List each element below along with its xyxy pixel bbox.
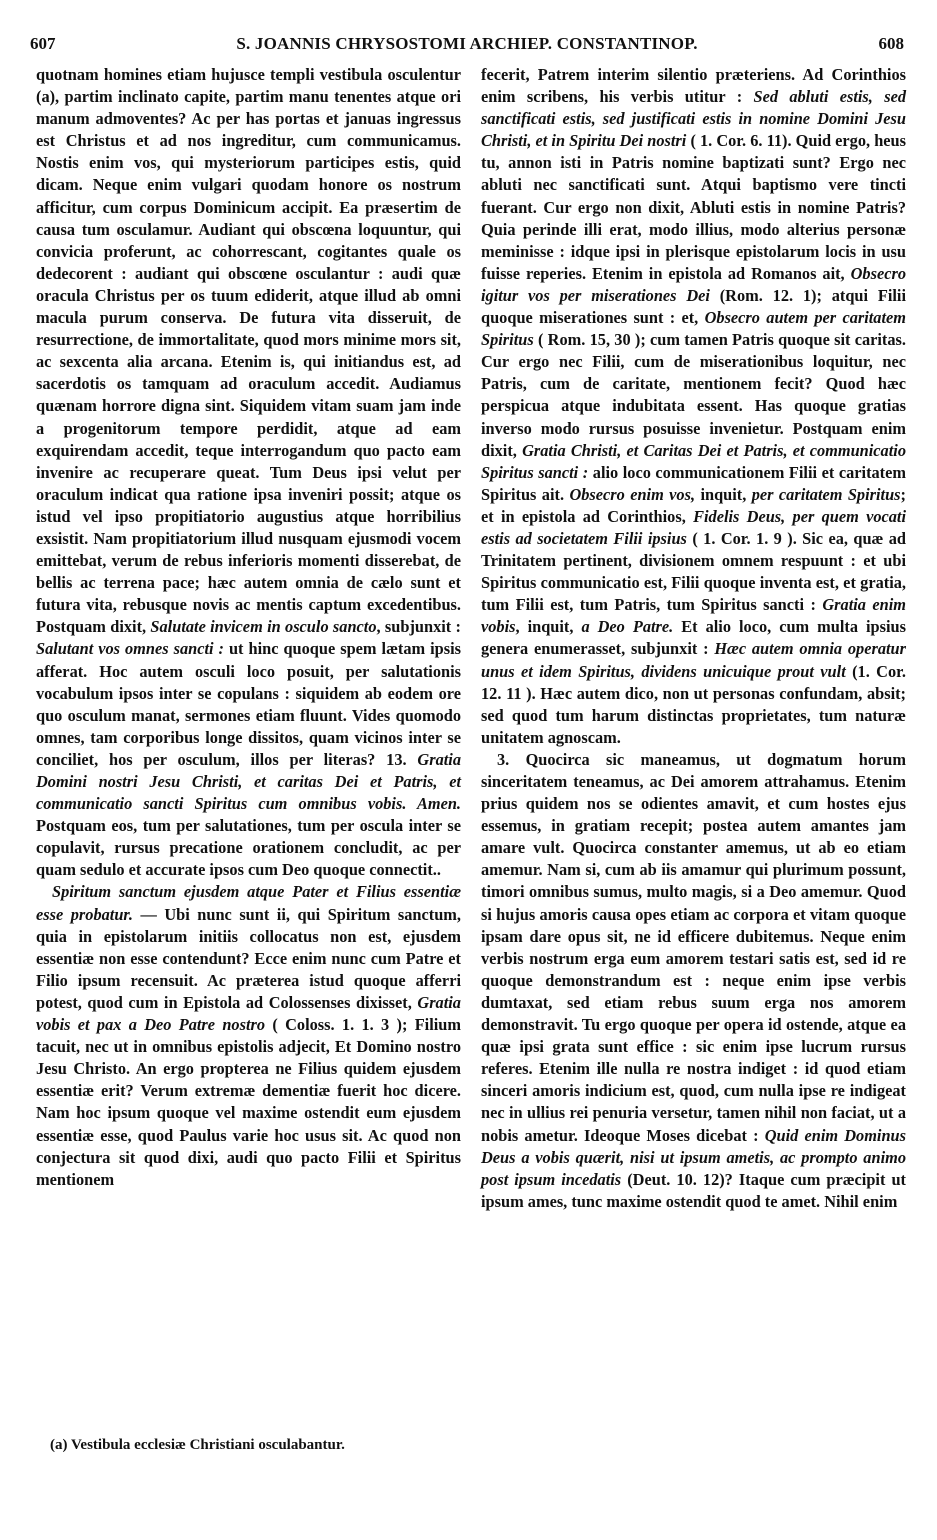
right-column bbox=[481, 64, 906, 1213]
text-run: ( 1. Cor. 1. 9 ). Sic ea, quæ ad Trinitatem pertinent, divisionem omnem respuunt : et ubi Spiritus communicatio est, Filii quoque inventa est, et gratia, tum Filii est, tum Patris, tum Spiritus sancti : bbox=[481, 528, 906, 615]
text-run: — Ubi nunc sunt ii, qui Spiritum sanctum, quia in epistolarum initiis collocatus non est, ejusdem essentiæ non esse contendunt? Ecce enim nunc cum Patre et Filio ipsum recensuit. Ac præterea istud quoque afferri potest, quod cum in Epistola ad Colossenses dixisset, bbox=[36, 904, 461, 1012]
text-run: fecerit, Patrem interim silentio præteriens. Ad Corinthios enim scribens, his verbis utitur : bbox=[481, 65, 906, 107]
italic-run: Gratia vobis et pax a Deo Patre nostro bbox=[36, 992, 461, 1035]
section-heading: Spiritum sanctum ejusdem atque Pater et Filius essentiæ esse probatur. bbox=[36, 882, 461, 924]
text-run: (1. Cor. 12. 11 ). Hæc autem dico, non ut personas confundam, absit; sed quod tum harum distinctas proprietates, tum naturæ unitatem agnoscam. bbox=[481, 661, 906, 747]
italic-run: Sed abluti estis, sed sanctificati estis, sed justificati estis in nomine Domini Jesu Christi, et in Spiritu Dei nostri bbox=[481, 87, 906, 151]
italic-run: Gratia Christi, et Caritas Dei et Patris, et communicatio Spiritus sancti : bbox=[481, 440, 906, 482]
text-run: ( Coloss. 1. 1. 3 ); Filium tacuit, nec ut in omnibus epistolis adjecit, Et Domino nostro Jesu Christo. An ergo propterea ne Filius quidem ejusdem essentiæ erit? Verum extremæ dementiæ fuerit hoc dicere. Nam hoc ipsum quoque vel maxime ostendit eum ejusdem essentiæ esse, quod Paulus varie hoc usus sit. Ac quod non conjectura sit quod dixi, audi quo pacto Filii et Spiritus mentionem bbox=[36, 1015, 461, 1189]
italic-run: Fidelis Deus, per quem vocati estis ad societatem Filii ipsius bbox=[481, 506, 907, 548]
italic-run: Hæc autem omnia operatur unus et idem Spiritus, dividens unicuique prout vult bbox=[481, 639, 906, 681]
italic-run: Obsecro igitur vos per miserationes Dei bbox=[481, 263, 906, 305]
paragraph bbox=[481, 749, 906, 1213]
text-run: , inquit, bbox=[515, 617, 574, 637]
text-run: (Rom. 12. 1); atqui Filii quoque miserationes sunt : et, bbox=[481, 285, 906, 328]
page-number-right: 608 bbox=[878, 34, 904, 53]
text-run: alio loco communicationem Filii et caritatem Spiritus ait. bbox=[481, 462, 906, 504]
paragraph bbox=[481, 64, 906, 749]
italic-run: Salutate invicem in osculo sancto bbox=[150, 617, 377, 637]
running-title: S. JOANNIS CHRYSOSTOMI ARCHIEP. CONSTANTINOP. bbox=[236, 34, 698, 53]
italic-run: Salutant vos omnes sancti : bbox=[36, 639, 224, 659]
text-run: , subjunxit : bbox=[376, 617, 461, 637]
italic-run: Gratia Domini nostri Jesu Christi, et caritas Dei et Patris, et communicatio sancti Spiritus cum omnibus vobis. Amen. bbox=[36, 749, 461, 814]
text-run: Et alio loco, cum multa ipsius genera enumerasset, subjunxit : bbox=[481, 617, 906, 659]
running-header bbox=[30, 34, 904, 60]
text-run: ( Rom. 15, 30 ); cum tamen Patris quoque sit caritas. Cur ergo nec Filii, cum de miserationibus loquitur, nec Patris, cum de caritate, mentionem fecit? Quod hæc perspicua atque indubitata essent. Has quoque gratias inverso modo rursus posuisse invenietur. Postquam enim dixit, bbox=[481, 330, 906, 460]
text-run: Postquam eos, tum per salutationes, tum per oscula inter se copulavit, rursus precatione orationem concludit, ac per quam sedulo et accurate ipsos cum Deo quoque connectit.. bbox=[36, 816, 461, 880]
paragraph bbox=[36, 881, 461, 1190]
text-run: ut hinc quoque spem lætam ipsis afferat. Hoc autem osculi loco posuit, per salutationis vocabulum ipsos inter se copulans : siquidem ab eodem ore quo osculum manat, sermones etiam fluunt. Vides quomodo omnes, tam corporibus longe dissitos, quam vicinos inter se conciliet, hos per osculum, illos per literas? 13. bbox=[36, 639, 461, 769]
text-run: 3. Quocirca sic maneamus, ut dogmatum horum sinceritatem teneamus, ac Dei amorem attrahamus. Etenim prius quidem nos se odientes amavit, et cum hostes ejus essemus, in gratiam recepit; postea autem amantes jam amare vult. Quocirca constanter amemus, ut ab eo etiam amemur. Nam si, cum ab iis amamur qui plurimum possunt, timori omnibus sumus, multo magis, si a Deo amemur. Quod si hujus amoris causa opes etiam ac corpora et vitam quoque ipsam dare opus sit, ne id efficere dubitemus. Neque enim verbis nostrum erga eum amorem testari satis est, sed id re quoque demonstrandum est : neque enim ipse verbis dumtaxat, sed etiam rebus suum erga nos amorem demonstravit. Tu ergo quoque per opera id ostende, atque ea quæ ipsi grata sunt effice : sic enim ipse lucrum rursus referes. Etenim ille nulla re nostra indiget : id quod etiam sinceri amoris indicium est, quod, cum nulla ipse re indigeat nec in ullius rei penuria versetur, tamen nihil non faciat, ut a nobis ametur. Ideoque Moses dicebat : bbox=[481, 749, 906, 1145]
italic-run: Obsecro autem per caritatem Spiritus bbox=[481, 308, 906, 350]
text-run: ( 1. Cor. 6. 11). Quid ergo, heus tu, annon isti in Patris nomine baptizati sunt? Ergo nec abluti nec sanctificati sunt. Atqui baptismo vere tincti fuerant. Cur ergo non dixit, Abluti estis in nomine Patris? Quia perinde illi erat, modo illius, modo alterius personæ meminisse : idque ipsi in plerisque epistolarum locis in usu fuisse reperies. Etenim in epistola ad Romanos ait, bbox=[481, 131, 907, 283]
italic-run: Quid enim Dominus Deus a vobis quærit, nisi ut ipsum ametis, ac prompto animo post ipsum incedatis bbox=[481, 1125, 906, 1189]
italic-run: a Deo Patre. bbox=[581, 617, 674, 637]
text-run: ; et in epistola ad Corinthios, bbox=[481, 484, 906, 526]
left-column bbox=[36, 64, 461, 1191]
text-run: (Deut. 10. 12)? Itaque cum præcipit ut ipsum ames, tunc maxime ostendit quod te amet. Nihil enim bbox=[481, 1169, 907, 1211]
italic-run: per caritatem Spiritus bbox=[751, 484, 901, 504]
page-number-left: 607 bbox=[30, 34, 56, 53]
text-run: inquit, bbox=[700, 484, 747, 504]
paragraph bbox=[36, 64, 461, 881]
text-run: quotnam homines etiam hujusce templi vestibula osculentur (a), partim inclinato capite, partim manu tenentes atque ori manum admoventes? Ac per has portas et januas ingressus est Christus et ad nos ingreditur, cum communicamus. Nostis enim vos, qui mysteriorum participes estis, quid dicam. Neque enim vulgari quodam honore os nostrum afficitur, cum corpus Dominicum accipit. Ea præsertim de causa tum osculamur. Audiant qui obscœna loquuntur, qui convicia proferunt, ac cohorrescant, cogitantes quale os dedecorent : audiant qui obscœne osculantur : audi quæ oracula Christus per os tuum ediderit, atque illud ab omni macula purum conserva. De futura vita disseruit, de resurrectione, de immortalitate, quod mors minime mors sit, ac sexcenta alia arcana. Etenim is, qui initiandus est, ad sacerdotis os tamquam ad oraculum accedit. Audiamus quænam horrore digna sint. Siquidem vitam suam jam inde a progenitorum tempore perdidit, atque ad eam exquirendam accedit, teque interrogandum quo pacto eam invenire ac recuperare queat. Tum Deus ipsi velut per oraculum indicat qua ratione ipsa inveniri possit; atque os istud vel ipso propitiatorio augustius atque horribilius exsistit. Nam propitiatorium illud nusquam ejusmodi vocem emittebat, verum de rebus inferioris momenti disserebat, de bellis ac terrena pace; hæc autem omnia de cælo sunt et futura vita, rebusque novis ac mentis captum excedentibus. Postquam dixit, bbox=[36, 65, 461, 637]
italic-run: Obsecro enim vos, bbox=[569, 484, 696, 504]
footnote: (a) Vestibula ecclesiæ Christiani osculabantur. bbox=[50, 1437, 345, 1453]
italic-run: Gratia enim vobis bbox=[481, 595, 906, 637]
